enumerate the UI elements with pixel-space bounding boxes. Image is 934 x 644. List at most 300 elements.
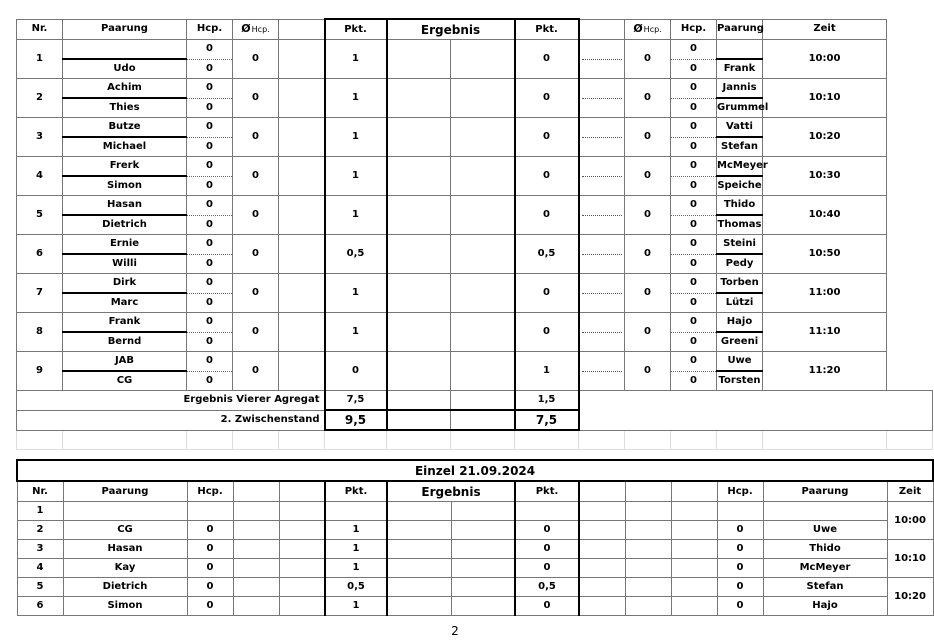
- dotted-line-cell: [579, 79, 625, 118]
- page-number: 2: [451, 624, 459, 638]
- pkt-right: 0: [515, 559, 579, 578]
- ergebnis-right: [451, 313, 515, 352]
- player-right-2: Grummel: [717, 98, 763, 118]
- empty-cell: [233, 559, 279, 578]
- match-nr: 6: [17, 597, 63, 616]
- player-left-1: Frerk: [63, 157, 187, 177]
- aggregat-right: 1,5: [515, 391, 579, 411]
- header-ergebnis: Ergebnis: [387, 481, 515, 502]
- player-left-2: Marc: [63, 293, 187, 313]
- tee-time: 10:50: [763, 235, 887, 274]
- tee-time: 10:10: [763, 79, 887, 118]
- hcp-left: [187, 502, 233, 521]
- empty-cell: [279, 597, 325, 616]
- empty-cell: [671, 559, 717, 578]
- dotted-line: [582, 371, 623, 372]
- pkt-right: 0,5: [515, 578, 579, 597]
- hcp-right-2: 0: [671, 254, 717, 274]
- hcp-left-1: 0: [187, 313, 233, 333]
- empty-cell: [279, 79, 325, 118]
- avg-hcp-right: 0: [625, 196, 671, 235]
- empty-cell: [279, 313, 325, 352]
- hcp-left: 0: [187, 559, 233, 578]
- tee-time: 10:40: [763, 196, 887, 235]
- pkt-right: 0: [515, 597, 579, 616]
- match-nr: 2: [17, 521, 63, 540]
- hcp-right-2: 0: [671, 98, 717, 118]
- empty-cell: [671, 597, 717, 616]
- dotted-line-cell: [579, 235, 625, 274]
- spacer-cell: [625, 430, 671, 450]
- match-nr: 4: [17, 559, 63, 578]
- hcp-right-1: 0: [671, 313, 717, 333]
- header-paarung: Paarung: [63, 19, 187, 40]
- pkt-left: 0,5: [325, 235, 387, 274]
- hcp-left-1: 0: [187, 79, 233, 99]
- empty-cell: [579, 540, 625, 559]
- hcp-right-1: 0: [671, 40, 717, 60]
- einzel-match-row: [17, 521, 933, 540]
- header-hcp-right: Hcp.: [671, 19, 717, 40]
- header-empty: [671, 481, 717, 502]
- spacer-cell: [387, 430, 451, 450]
- vierer-match-row: [17, 157, 933, 177]
- spacer-cell: [671, 430, 717, 450]
- ergebnis-right: [451, 597, 515, 616]
- player-left-1: JAB: [63, 352, 187, 372]
- hcp-right-1: 0: [671, 118, 717, 138]
- hcp-left: 0: [187, 597, 233, 616]
- player-right-1: McMeyer: [717, 157, 763, 177]
- header-hcp: Hcp.: [187, 19, 233, 40]
- dotted-line: [582, 98, 623, 99]
- empty-cell: [579, 597, 625, 616]
- ergebnis-left: [387, 79, 451, 118]
- spacer-cell: [887, 430, 933, 450]
- hcp-right: 0: [717, 578, 763, 597]
- hcp-left-1: 0: [187, 235, 233, 255]
- pkt-left: 1: [325, 540, 387, 559]
- player-left-1: Butze: [63, 118, 187, 138]
- hcp-right-2: 0: [671, 59, 717, 79]
- vierer-match-row: [17, 196, 933, 216]
- pkt-left: 1: [325, 559, 387, 578]
- spacer-cell: [763, 430, 887, 450]
- pkt-left: 1: [325, 40, 387, 79]
- pkt-left: 0,5: [325, 578, 387, 597]
- empty-cell: [451, 391, 515, 411]
- dotted-line-cell: [579, 118, 625, 157]
- vierer-table: [16, 18, 933, 450]
- ergebnis-right: [451, 502, 515, 521]
- pkt-right: 0: [515, 40, 579, 79]
- header-nr: Nr.: [17, 19, 63, 40]
- avg-hcp-left: 0: [233, 79, 279, 118]
- hcp-left-2: 0: [187, 332, 233, 352]
- empty-cell: [671, 578, 717, 597]
- spacer-cell: [17, 430, 63, 450]
- pkt-right: 0: [515, 118, 579, 157]
- vierer-match-row: [17, 40, 933, 60]
- header-empty: [279, 481, 325, 502]
- hcp-left: 0: [187, 578, 233, 597]
- tee-time: 10:00: [887, 502, 933, 540]
- tee-time: 11:20: [763, 352, 887, 391]
- hcp-left-1: 0: [187, 40, 233, 60]
- empty-cell: [279, 196, 325, 235]
- avg-hcp-left: 0: [233, 235, 279, 274]
- hcp-right: 0: [717, 559, 763, 578]
- pkt-right: 1: [515, 352, 579, 391]
- header-pkt-left: Pkt.: [325, 19, 387, 40]
- hcp-left-1: 0: [187, 274, 233, 294]
- avg-hcp-left: 0: [233, 157, 279, 196]
- ergebnis-right: [451, 521, 515, 540]
- player-right-1: Jannis: [717, 79, 763, 99]
- hcp-right: 0: [717, 540, 763, 559]
- match-nr: 5: [17, 196, 63, 235]
- header-paarung: Paarung: [63, 481, 187, 502]
- spacer-cell: [187, 430, 233, 450]
- header-zeit: Zeit: [763, 19, 887, 40]
- ergebnis-left: [387, 40, 451, 79]
- ergebnis-right: [451, 274, 515, 313]
- empty-cell: [625, 597, 671, 616]
- player-left-2: Udo: [63, 59, 187, 79]
- pkt-left: 0: [325, 352, 387, 391]
- hcp-left-2: 0: [187, 59, 233, 79]
- player-right-2: Speiche: [717, 176, 763, 196]
- header-hcp-right: Hcp.: [717, 481, 763, 502]
- dotted-line: [582, 59, 623, 60]
- hcp-right: 0: [717, 597, 763, 616]
- empty-cell: [625, 559, 671, 578]
- hcp-left-1: 0: [187, 196, 233, 216]
- empty-cell: [579, 502, 625, 521]
- tee-time: 10:20: [887, 578, 933, 616]
- dotted-line-cell: [579, 40, 625, 79]
- header-empty: [625, 481, 671, 502]
- einzel-title: Einzel 21.09.2024: [17, 460, 933, 481]
- empty-cell: [279, 352, 325, 391]
- avg-hcp-left: 0: [233, 40, 279, 79]
- player-right-2: Pedy: [717, 254, 763, 274]
- einzel-match-row: [17, 502, 933, 521]
- empty-cell: [279, 540, 325, 559]
- pkt-right: 0: [515, 521, 579, 540]
- avg-hcp-right: 0: [625, 274, 671, 313]
- ergebnis-left: [387, 274, 451, 313]
- empty-cell: [671, 502, 717, 521]
- avg-hcp-right: 0: [625, 157, 671, 196]
- player-left: Kay: [63, 559, 187, 578]
- avg-symbol: Ø: [633, 22, 643, 36]
- aggregat-left: 7,5: [325, 391, 387, 411]
- player-left: Hasan: [63, 540, 187, 559]
- ergebnis-left: [387, 196, 451, 235]
- player-right-1: [717, 40, 763, 60]
- player-left-1: Ernie: [63, 235, 187, 255]
- pkt-right: [515, 502, 579, 521]
- dotted-line-cell: [579, 313, 625, 352]
- player-left-1: Frank: [63, 313, 187, 333]
- player-right-2: Lützi: [717, 293, 763, 313]
- ergebnis-right: [451, 235, 515, 274]
- player-left-1: Dirk: [63, 274, 187, 294]
- empty-cell: [387, 410, 451, 430]
- empty-cell: [451, 410, 515, 430]
- player-left-2: Simon: [63, 176, 187, 196]
- player-left-2: CG: [63, 371, 187, 391]
- empty-cell: [233, 502, 279, 521]
- hcp-right-1: 0: [671, 274, 717, 294]
- hcp-right-1: 0: [671, 235, 717, 255]
- ergebnis-right: [451, 352, 515, 391]
- spacer-cell: [717, 430, 763, 450]
- match-nr: 2: [17, 79, 63, 118]
- zwischen-label: 2. Zwischenstand: [17, 410, 325, 430]
- hcp-right-2: 0: [671, 137, 717, 157]
- ergebnis-right: [451, 40, 515, 79]
- empty-cell: [279, 521, 325, 540]
- zwischen-right: 7,5: [515, 410, 579, 430]
- hcp-left-1: 0: [187, 157, 233, 177]
- player-left-1: Hasan: [63, 196, 187, 216]
- match-nr: 7: [17, 274, 63, 313]
- player-left-2: Michael: [63, 137, 187, 157]
- pkt-left: 1: [325, 274, 387, 313]
- spacer-cell: [63, 430, 187, 450]
- empty-cell: [279, 235, 325, 274]
- hcp-left-1: 0: [187, 118, 233, 138]
- hcp-right-2: 0: [671, 332, 717, 352]
- player-right: Thido: [763, 540, 887, 559]
- player-right-2: Stefan: [717, 137, 763, 157]
- pkt-right: 0: [515, 79, 579, 118]
- empty-cell: [233, 597, 279, 616]
- player-left-2: Willi: [63, 254, 187, 274]
- avg-hcp-right: 0: [625, 40, 671, 79]
- ergebnis-left: [387, 352, 451, 391]
- match-nr: 3: [17, 118, 63, 157]
- spacer-cell: [279, 430, 325, 450]
- empty-cell: [279, 40, 325, 79]
- header-empty: [579, 19, 625, 40]
- hcp-left-2: 0: [187, 98, 233, 118]
- avg-hcp-right: 0: [625, 235, 671, 274]
- hcp-right-2: 0: [671, 293, 717, 313]
- tee-time: 11:10: [763, 313, 887, 352]
- player-left-2: Bernd: [63, 332, 187, 352]
- player-left: Dietrich: [63, 578, 187, 597]
- empty-cell: [279, 157, 325, 196]
- avg-hcp-right: 0: [625, 313, 671, 352]
- dotted-line-cell: [579, 352, 625, 391]
- player-left-2: Thies: [63, 98, 187, 118]
- player-left: Simon: [63, 597, 187, 616]
- pkt-right: 0: [515, 157, 579, 196]
- pkt-left: 1: [325, 313, 387, 352]
- pkt-right: 0: [515, 540, 579, 559]
- match-nr: 1: [17, 502, 63, 521]
- empty-cell: [233, 578, 279, 597]
- pkt-left: [325, 502, 387, 521]
- header-empty: [279, 19, 325, 40]
- avg-hcp-left: 0: [233, 352, 279, 391]
- pkt-left: 1: [325, 597, 387, 616]
- hcp-right-2: 0: [671, 215, 717, 235]
- tee-time: 10:00: [763, 40, 887, 79]
- spacer-cell: [579, 430, 625, 450]
- match-nr: 4: [17, 157, 63, 196]
- empty-cell: [279, 118, 325, 157]
- vierer-header-row: [17, 19, 933, 40]
- spacer-row: [17, 430, 933, 450]
- einzel-title-row: [17, 460, 933, 481]
- header-avg-hcp: [233, 19, 279, 40]
- ergebnis-left: [387, 521, 451, 540]
- dotted-line-cell: [579, 274, 625, 313]
- avg-symbol: Ø: [241, 22, 251, 36]
- ergebnis-left: [387, 157, 451, 196]
- match-nr: 9: [17, 352, 63, 391]
- player-right-1: Vatti: [717, 118, 763, 138]
- match-nr: 6: [17, 235, 63, 274]
- avg-hcp-left: 0: [233, 196, 279, 235]
- hcp-right-2: 0: [671, 371, 717, 391]
- empty-cell: [387, 391, 451, 411]
- pkt-right: 0,5: [515, 235, 579, 274]
- header-pkt-right: Pkt.: [515, 481, 579, 502]
- empty-cell: [625, 540, 671, 559]
- header-ergebnis: Ergebnis: [387, 19, 515, 40]
- empty-cell: [625, 578, 671, 597]
- avg-hcp-left: 0: [233, 313, 279, 352]
- dotted-line: [582, 293, 623, 294]
- avg-hcp-left: 0: [233, 118, 279, 157]
- player-left: [63, 502, 187, 521]
- ergebnis-left: [387, 559, 451, 578]
- avg-text: Hcp.: [643, 25, 662, 35]
- einzel-match-row: [17, 578, 933, 597]
- spacer-cell: [515, 430, 579, 450]
- player-right-1: Uwe: [717, 352, 763, 372]
- player-right: Hajo: [763, 597, 887, 616]
- spacer-cell: [451, 430, 515, 450]
- einzel-table: [16, 459, 934, 616]
- empty-cell: [579, 521, 625, 540]
- vierer-match-row: [17, 79, 933, 99]
- match-nr: 1: [17, 40, 63, 79]
- vierer-match-row: [17, 352, 933, 372]
- empty-cell: [279, 559, 325, 578]
- ergebnis-left: [387, 597, 451, 616]
- hcp-left-2: 0: [187, 254, 233, 274]
- header-empty: [233, 481, 279, 502]
- empty-cell: [671, 540, 717, 559]
- zwischen-left: 9,5: [325, 410, 387, 430]
- header-empty: [579, 481, 625, 502]
- tee-time: 11:00: [763, 274, 887, 313]
- player-right-1: Steini: [717, 235, 763, 255]
- hcp-right-1: 0: [671, 79, 717, 99]
- header-nr: Nr.: [17, 481, 63, 502]
- header-paarung-right: Paarung: [717, 19, 763, 40]
- ergebnis-right: [451, 157, 515, 196]
- player-right: Stefan: [763, 578, 887, 597]
- dotted-line-cell: [579, 157, 625, 196]
- ergebnis-left: [387, 502, 451, 521]
- header-pkt-right: Pkt.: [515, 19, 579, 40]
- pkt-left: 1: [325, 157, 387, 196]
- vierer-match-row: [17, 118, 933, 138]
- hcp-left: 0: [187, 521, 233, 540]
- header-paarung-right: Paarung: [763, 481, 887, 502]
- pkt-left: 1: [325, 521, 387, 540]
- player-right-1: Torben: [717, 274, 763, 294]
- ergebnis-left: [387, 313, 451, 352]
- dotted-line: [582, 176, 623, 177]
- avg-hcp-right: 0: [625, 79, 671, 118]
- header-hcp: Hcp.: [187, 481, 233, 502]
- dotted-line: [582, 215, 623, 216]
- ergebnis-right: [451, 578, 515, 597]
- hcp-right: 0: [717, 521, 763, 540]
- ergebnis-left: [387, 540, 451, 559]
- hcp-right: [717, 502, 763, 521]
- spacer-cell: [233, 430, 279, 450]
- player-right-2: Torsten: [717, 371, 763, 391]
- player-left-1: Achim: [63, 79, 187, 99]
- pkt-right: 0: [515, 274, 579, 313]
- match-nr: 3: [17, 540, 63, 559]
- empty-cell: [233, 540, 279, 559]
- dotted-line-cell: [579, 196, 625, 235]
- player-left: CG: [63, 521, 187, 540]
- player-right-2: Thomas: [717, 215, 763, 235]
- ergebnis-left: [387, 578, 451, 597]
- vierer-match-row: [17, 235, 933, 255]
- hcp-right-1: 0: [671, 196, 717, 216]
- player-right-2: Frank: [717, 59, 763, 79]
- hcp-right-2: 0: [671, 176, 717, 196]
- avg-hcp-left: 0: [233, 274, 279, 313]
- empty-cell: [625, 502, 671, 521]
- avg-hcp-right: 0: [625, 352, 671, 391]
- empty-cell: [279, 502, 325, 521]
- vierer-match-row: [17, 313, 933, 333]
- einzel-match-row: [17, 559, 933, 578]
- pkt-right: 0: [515, 313, 579, 352]
- empty-cell: [671, 521, 717, 540]
- vierer-match-row: [17, 274, 933, 294]
- player-right-2: Greeni: [717, 332, 763, 352]
- einzel-match-row: [17, 597, 933, 616]
- player-right: McMeyer: [763, 559, 887, 578]
- ergebnis-right: [451, 118, 515, 157]
- ergebnis-left: [387, 118, 451, 157]
- hcp-left-2: 0: [187, 176, 233, 196]
- hcp-right-1: 0: [671, 157, 717, 177]
- hcp-left-2: 0: [187, 137, 233, 157]
- hcp-right-1: 0: [671, 352, 717, 372]
- dotted-line: [582, 254, 623, 255]
- empty-cell: [279, 578, 325, 597]
- empty-cell: [233, 521, 279, 540]
- header-pkt-left: Pkt.: [325, 481, 387, 502]
- pkt-right: 0: [515, 196, 579, 235]
- hcp-left: 0: [187, 540, 233, 559]
